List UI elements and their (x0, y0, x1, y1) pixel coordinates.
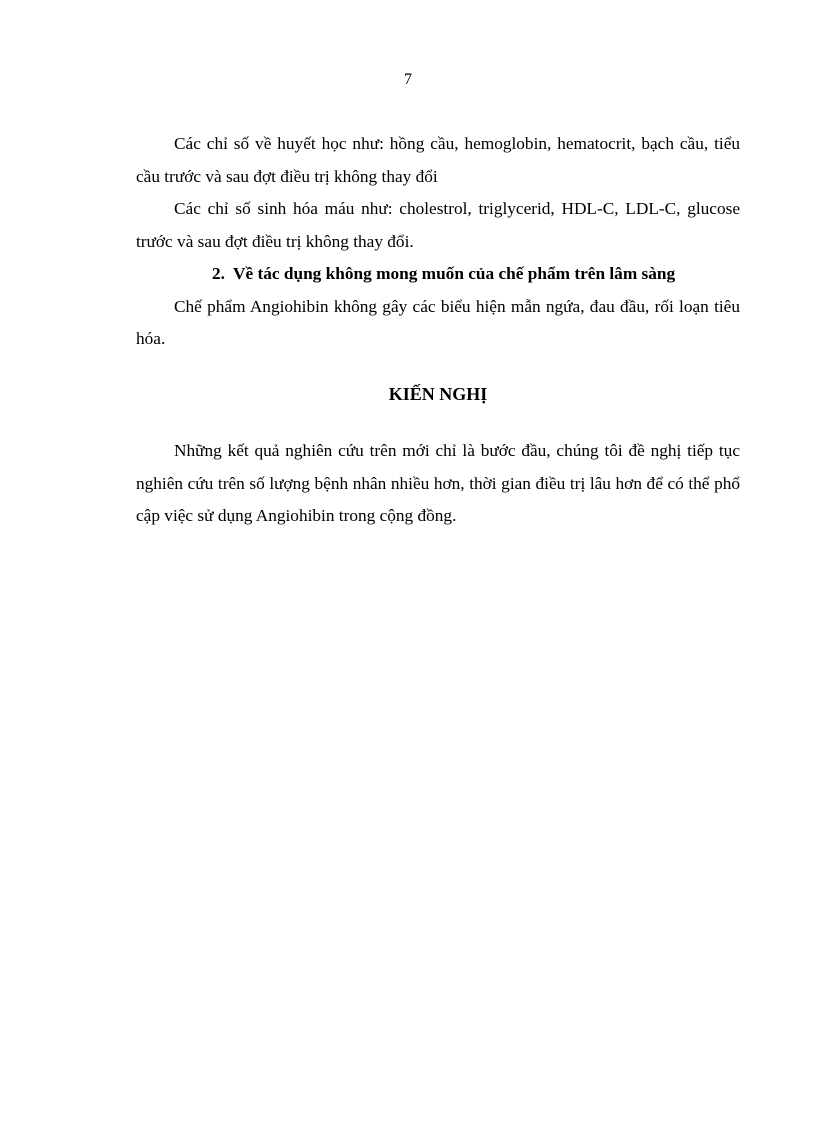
section-heading-2 (136, 258, 740, 291)
recommendation-title: KIẾN NGHỊ (388, 383, 488, 404)
section-heading-text: Về tác dụng không mong muốn của chế phẩm trên lâm sàng (232, 264, 676, 283)
paragraph-recommendation: Những kết quả nghiên cứu trên mới chỉ là bước đầu, chúng tôi đề nghị tiếp tục nghiên cứu trên số lượng bệnh nhân nhiều hơn, thời gian điều trị lâu hơn để có thể phổ cập việc sử dụng Angiohibin trong cộng đồng. (136, 441, 740, 525)
paragraph-hematology: Các chỉ số về huyết học như: hồng cầu, hemoglobin, hematocrit, bạch cầu, tiểu cầu trước và sau đợt điều trị không thay đổi (136, 134, 740, 186)
page-number: 7 (404, 71, 412, 88)
section-heading-number: 2. (212, 264, 225, 283)
paragraph-side-effects: Chế phẩm Angiohibin không gây các biểu hiện mẫn ngứa, đau đầu, rối loạn tiêu hóa. (136, 296, 740, 348)
document-body (136, 128, 740, 533)
paragraph-biochemistry: Các chỉ số sinh hóa máu như: cholestrol, triglycerid, HDL-C, LDL-C, glucose trước và sau đợt điều trị không thay đổi. (136, 199, 740, 251)
